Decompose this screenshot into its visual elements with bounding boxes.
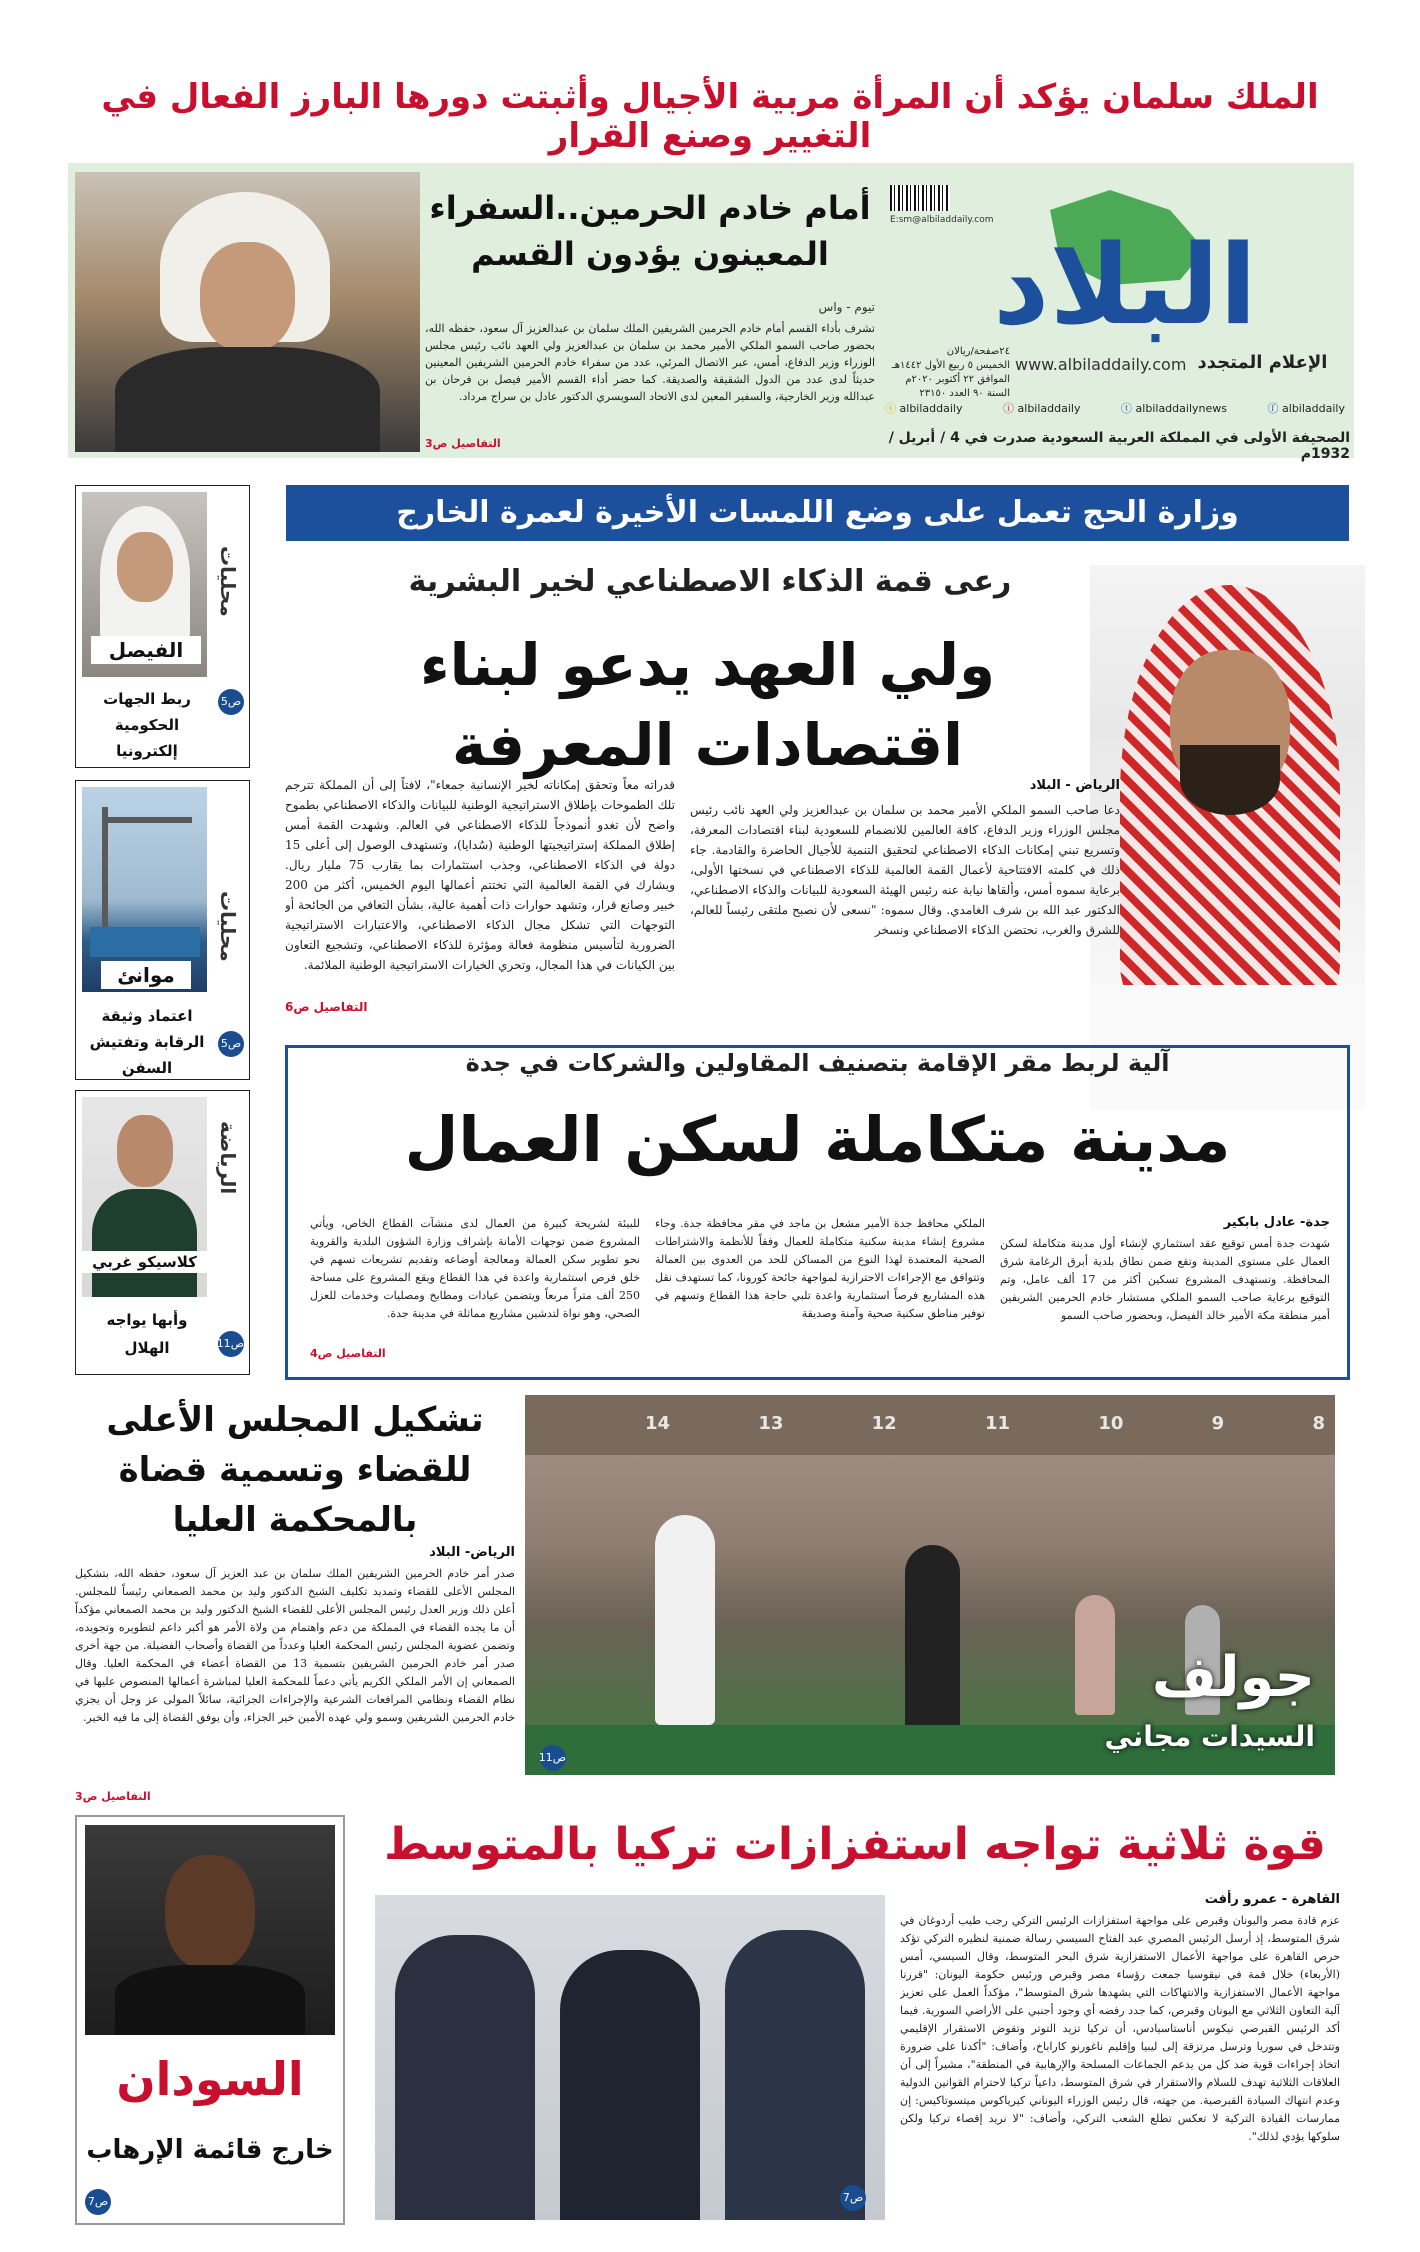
sudan-caption: خارج قائمة الإرهاب: [86, 2135, 334, 2165]
jersey-shape: [92, 1189, 197, 1297]
king-salman-photo: [75, 172, 420, 452]
golf-photo[interactable]: [525, 1395, 1335, 1775]
ship-shape: [90, 927, 200, 957]
twitter-icon: ⓣ: [1121, 402, 1133, 415]
golf-title: جولف: [1151, 1645, 1315, 1710]
labor-kicker: آلية لربط مقر الإقامة بتصنيف المقاولين والشركات في جدة: [465, 1049, 1170, 1077]
labor-col2: الملكي محافظ جدة الأمير مشعل بن ماجد في مقر محافظة جدة. وجاء مشروع إنشاء مدينة سكنية متكاملة للعمال وفقاً للأنظمة والاشتراطات الصحية المعتمدة لهذا النوع من المساكن للحد من العدوى بين العمالة وتتوافق مع الإجراءات الاحترازية لمواجهة جائحة كورونا، كما تستهدف نقل هذه المشاريع فرصاً استثمارية واعدة تلبي حاجة هذا القطاع وتسهم في توفير مناطق سكنية صحية وآمنة وصديقة: [655, 1217, 985, 1320]
sidebar-box-2[interactable]: [75, 780, 250, 1080]
turkey-page[interactable]: ص7: [840, 2185, 866, 2211]
facebook-icon: ⓕ: [1267, 402, 1279, 415]
bay-number: 14: [645, 1413, 671, 1434]
masthead-email: E:sm@albiladdaily.com: [890, 215, 994, 225]
sidebar-section-2: محليات: [216, 891, 240, 962]
face-shape: [165, 1855, 255, 1970]
robe-shape: [115, 347, 380, 452]
judiciary-headline[interactable]: تشكيل المجلس الأعلى للقضاء وتسمية قضاة بالمحكمة العليا: [106, 1400, 484, 1540]
social-handle[interactable]: ⓘ albiladdaily: [1003, 402, 1081, 415]
judiciary-source: الرياض- البلاد: [429, 1545, 515, 1560]
hamdok-photo: [85, 1825, 335, 2035]
crane-shape: [102, 817, 192, 823]
snapchat-icon: ⓢ: [885, 402, 897, 415]
turkey-body: عزم قادة مصر واليونان وقبرص على مواجهة استفزازات الرئيس التركي رجب طيب أردوغان في شرق المتوسط، إذ أرسل الرئيس المصري عبد الفتاح السيسي رسالة ضمنية لنظيره التركي تؤكد حرص القاهرة على مواجهة الأعمال الاستفزازية شرق البحر المتوسط، وقال السيسي، أمس (الأربعاء) خلال قمة في نيقوسيا جمعت رؤساء مصر وقبرص ورئيس حكومة اليونان: "قررنا مواجهة الأعمال الاستفزازية والانتهاكات التي يشهدها شرق المتوسط"، مؤكداً العمل على تعزيز آلية التعاون الثلاثي مع اليونان وقبرص، كما جدد رفضه أي وجود أجنبي على الأراضي السورية. فيما أكد الرئيس القبرصي نيكوس أناستاسيادس، أن تركيا تزيد التوتر وتقوض الاستقرار الإقليمي وتتدخل في سوريا وترسل مرتزقة إلى ليبيا وإقليم ناغورنو كاراباخ، وأضاف: "أكدنا على ضرورة اتخاذ إجراءات قوية ضد كل من يدعم الجماعات المسلحة والإرهابية في المنطقة"، مشيراً إلى أن العلاقات الثلاثية تهدف للسلام والاستقرار في شرق المتوسط، داعياً تركيا لاحترام القوانين الدولية وعدم انتهاك السيادة القبرصية. من جهته، قال رئيس الوزراء اليوناني كيرياكوس ميتسوتاكيس: إن ممارسات القيادة التركية لا تعكس تطلع الشعب التركي، وأضاف: "لا نريد إقصاء تركيا ولكن سلوكها يؤدي لذلك".: [900, 1914, 1340, 2143]
beard-shape: [1180, 745, 1280, 815]
leader-figure: [725, 1930, 865, 2220]
barcode: [890, 185, 950, 211]
ai-details[interactable]: التفاصيل ص6: [285, 1000, 368, 1014]
sidebar-caption-2: اعتماد وثيقة الرقابة وتفتيش السفن: [89, 1007, 205, 1077]
ai-kicker: رعى قمة الذكاء الاصطناعي لخير البشرية: [408, 564, 1012, 599]
ai-source: الرياض - البلاد: [1029, 778, 1120, 793]
oath-headline[interactable]: أمام خادم الحرمين..السفراء المعينون يؤدون القسم: [429, 189, 871, 273]
ai-headline[interactable]: ولي العهد يدعو لبناء اقتصادات المعرفة: [419, 631, 996, 779]
masthead-logo[interactable]: البلاد: [993, 221, 1257, 349]
labor-col3: للبيئة لشريحة كبيرة من العمال لدى منشآت القطاع الخاص، ويأتي المشروع ضمن توجهات الأمانة بإشراف وزارة الشؤون البلدية والقروية نحو تطوير سكن العمالة ومعالجة أوضاعه وتقديم تشريعات تسهم في خلق فرص استثمارية واعدة في هذا القطاع ويقع المشروع على مساحة 250 ألف متراً مربعاً ويتضمن عيادات ومطابخ ومصليات وخدمات للعزل الصحي، وهو نواة لتدشين مشاريع مماثلة في مدينة جدة.: [310, 1217, 640, 1320]
social-handle[interactable]: ⓣ albiladdailynews: [1121, 402, 1227, 415]
hajj-banner[interactable]: وزارة الحج تعمل على وضع اللمسات الأخيرة لعمرة الخارج: [286, 485, 1349, 541]
golfer-figure: [655, 1515, 715, 1725]
judiciary-body: صدر أمر خادم الحرمين الشريفين الملك سلمان بن عبد العزيز آل سعود، حفظه الله، بتشكيل المجلس الأعلى للقضاء وتمديد تكليف الشيخ الدكتور وليد بن محمد الصمعاني رئيساً للمجلس. أعلن ذلك وزير العدل رئيس المجلس الأعلى للقضاء الشيخ الدكتور وليد بن محمد الصمعاني مؤكداً أن ما يجده القضاء في المملكة من دعم واهتمام من ولاة الأمر هو أكبر داعم لتطويره وتجويده، وتضمن عضوية المجلس رئيس المحكمة العليا وعدداً من القضاة وأصحاب الفضيلة. من جهة أخرى صدر أمر خادم الحرمين الشريفين بتسمية 13 من القضاة أعضاء في المحكمة العليا. وقال الصمعاني إن الأمر الملكي الكريم يأتي دعماً للمحكمة العليا لمباشرة أعمالها المنصوص عليها في نظام القضاء ونظامي المرافعات الشرعية والإجراءات الجزائية، سائلاً المولى عز وجل أن يجزي خادم الحرمين الشريفين وسمو ولي عهده الأمين خير الجزاء، وأن يوفق القضاة إلى ما فيه الخير.: [75, 1567, 515, 1724]
sidebar-page-1[interactable]: ص5: [218, 689, 244, 715]
crown-prince-photo: [1090, 565, 1365, 1110]
labor-source: جدة- عادل بابكير: [1223, 1215, 1330, 1230]
oath-source: تيوم - واس: [818, 300, 875, 314]
face-shape: [117, 1115, 173, 1187]
labor-details[interactable]: التفاصيل ص4: [310, 1347, 386, 1360]
social-handle[interactable]: ⓢ albiladdaily: [885, 402, 963, 415]
sudan-tag: السودان: [116, 2052, 304, 2106]
bay-number: 12: [871, 1413, 897, 1434]
labor-col1: شهدت جدة أمس توقيع عقد استثماري لإنشاء أول مدينة متكاملة لسكن العمال على مستوى المدينة وتقع ضمن نطاق بلدية أبرق الرغامة شرق المحافظة. وتستهدف المشروع تسكين أكثر من 17 ألف عامل، وتم التوقيع برعاية صاحب السمو الملكي مستشار خادم الحرمين الشريفين أمير منطقة مكة الأمير خالد الفيصل، وبحضور صاحب السمو: [1000, 1237, 1330, 1322]
issue-line: الموافق ٢٢ أكتوبر ٢٠٢٠م: [905, 374, 1010, 385]
ai-col1: دعا صاحب السمو الملكي الأمير محمد بن سلمان بن عبدالعزيز ولي العهد نائب رئيس مجلس الوزراء وزير الدفاع، كافة العالمين للانضمام للسعودية لبناء اقتصادات المعرفة، وتسريع تبني إمكانات الذكاء الاصطناعي لتحقيق التنمية للأجيال الحاضرة والقادمة. جاء ذلك في كلمته الافتتاحية لأعمال القمة العالمية للذكاء الاصطناعي في نسختها الأولى، برعاية سموه أمس، وألقاها نيابة عنه رئيس الهيئة السعودية للبيانات والذكاء الاصطناعي، الدكتور عبد الله بن شرف الغامدي. وقال سموه: "نسعى لأن نصبح ملتقى رئيساً للعالم، للشرق والغرب، نحتضن الذكاء الاصطناعي ونسخر: [690, 803, 1120, 937]
face-shape: [200, 242, 295, 352]
sidebar-section-1: محليات: [216, 546, 240, 617]
sidebar-caption-3: وأبها يواجه الهلال: [106, 1311, 188, 1357]
bay-number: 8: [1312, 1413, 1325, 1434]
sidebar-page-2[interactable]: ص5: [218, 1031, 244, 1057]
leader-figure: [395, 1935, 535, 2220]
bay-number-row: [645, 1413, 1325, 1434]
bay-number: 13: [758, 1413, 784, 1434]
leaders-photo: [375, 1895, 885, 2220]
founding-line: الصحيفة الأولى في المملكة العربية السعودية صدرت في 4 / أبريل / 1932م: [888, 430, 1350, 462]
golfer-figure: [905, 1545, 960, 1735]
bay-number: 10: [1098, 1413, 1124, 1434]
sidebar-page-3[interactable]: ص11: [218, 1331, 244, 1357]
face-shape: [117, 532, 173, 602]
issue-line: السنة ٩٠ العدد ٢٣١٥٠: [919, 388, 1010, 399]
social-row: [885, 400, 1345, 416]
issue-info: [880, 345, 1010, 401]
masthead-slogan: الإعلام المتجدد: [1197, 352, 1328, 373]
ai-col2: قدراته معاً وتحقق إمكاناته لخير الإنسانية جمعاء"، لافتاً إلى أن المملكة تترجم تلك الطموحات بإطلاق الاستراتيجية الوطنية للبيانات والذكاء الاصطناعي بطموح واضح لأن تغدو أنموذجاً للذكاء الاصطناعي في العالم. وشهدت القمة أمس إطلاق المملكة إستراتيجيتها الوطنية (سُدايا)، وتستهدف الوصول إلى أعلى 15 دولة في الذكاء الاصطناعي، وجذب استثمارات بما يقارب 75 مليار ريال. ويشارك في القمة العالمية التي تختتم أعمالها اليوم الخميس، أكثر من 200 خبير وصانع قرار، وتشهد حوارات ذات أهمية عالية، بشأن التعافي من الجائحة أو التوجهات التي تشكل مجال الذكاء الاصطناعي، والاعتبارات الاستراتيجية الضرورية لتأسيس منظومة فعالة ومؤثرة للذكاء الاصطناعي، وتشجيع التعاون بين الكيانات في هذا المجال، وتحري الخيارات الاستراتيجية الوطنية الملائمة.: [285, 778, 675, 972]
labor-headline[interactable]: مدينة متكاملة لسكن العمال: [404, 1103, 1231, 1176]
sudan-page[interactable]: ص7: [85, 2189, 111, 2215]
issue-line: ٢٤صفحة/ريالان: [946, 346, 1010, 357]
crane-shape: [102, 807, 108, 927]
turkey-source: القاهرة - عمرو رأفت: [1204, 1892, 1340, 1907]
masthead-website[interactable]: www.albiladdaily.com: [1015, 355, 1187, 374]
golfer-figure: [1075, 1595, 1115, 1715]
judiciary-details[interactable]: التفاصيل ص3: [75, 1790, 151, 1803]
sidebar-tag-3: كلاسيكو غربي: [82, 1251, 207, 1273]
oath-body: تشرف بأداء القسم أمام خادم الحرمين الشريفين الملك سلمان بن عبدالعزيز آل سعود، حفظه الله، بحضور صاحب السمو الملكي الأمير محمد بن سلمان بن عبدالعزيز ولي العهد نائب رئيس مجلس الوزراء وزير الدفاع، أمس، عبر الاتصال المرئي، عدد من سفراء خادم الحرمين الشريفين المعينين حديثاً لدى عدد من الدول الشقيقة والصديقة. كما حضر أداء القسم الأمير فيصل بن فرحان بن عبدالله وزير الخارجية، والسفير المعين لدى الاتحاد السويسري الدكتور عادل بن سراج مرداد.: [425, 322, 875, 403]
golf-page[interactable]: ص11: [540, 1745, 566, 1771]
oath-details[interactable]: التفاصيل ص3: [425, 437, 501, 450]
sidebar-box-1[interactable]: [75, 485, 250, 768]
sidebar-box-3[interactable]: [75, 1090, 250, 1375]
sidebar-tag-2: موانئ: [101, 961, 191, 989]
sidebar-tag-1: الفيصل: [91, 636, 201, 664]
turkey-headline[interactable]: قوة ثلاثية تواجه استفزازات تركيا بالمتوسط: [384, 1819, 1326, 1870]
social-handle[interactable]: ⓕ albiladdaily: [1267, 402, 1345, 415]
leader-figure: [560, 1950, 700, 2220]
bay-number: 11: [984, 1413, 1011, 1434]
top-banner-headline[interactable]: الملك سلمان يؤكد أن المرأة مربية الأجيال وأثبتت دورها البارز الفعال في التغيير وصنع القرار: [101, 77, 1319, 157]
sudan-box[interactable]: [75, 1815, 345, 2225]
sidebar-caption-1: ربط الجهات الحكومية إلكترونيا: [103, 690, 191, 760]
suit-shape: [115, 1965, 305, 2035]
sidebar-section-3: الرياضة: [216, 1121, 240, 1195]
bay-number: 9: [1211, 1413, 1225, 1434]
instagram-icon: ⓘ: [1003, 402, 1015, 415]
golf-subtitle: السيدات مجاني: [1104, 1720, 1315, 1753]
issue-line: الخميس ٥ ربيع الأول ١٤٤٢هـ: [891, 360, 1010, 371]
